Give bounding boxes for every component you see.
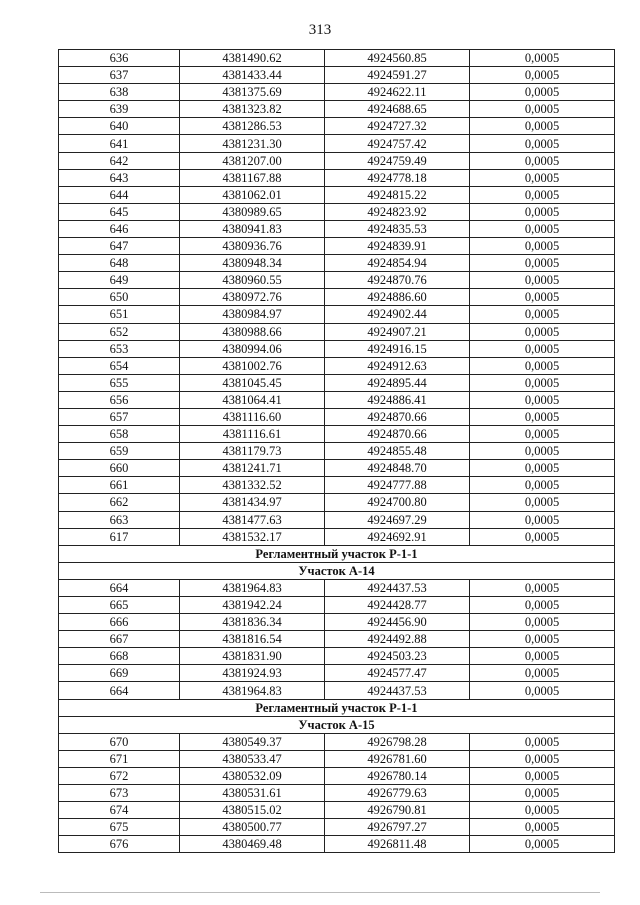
- y-coordinate-cell: 4926780.14: [325, 767, 470, 784]
- table-row: [59, 750, 615, 767]
- y-coordinate-cell: 4926779.63: [325, 785, 470, 802]
- y-coordinate-cell: 4924835.53: [325, 220, 470, 237]
- accuracy-cell: 0,0005: [470, 272, 615, 289]
- y-coordinate-cell: 4926790.81: [325, 802, 470, 819]
- y-coordinate-cell: 4924622.11: [325, 84, 470, 101]
- table-row: [59, 238, 615, 255]
- point-number-cell: 655: [59, 374, 180, 391]
- accuracy-cell: 0,0005: [470, 460, 615, 477]
- y-coordinate-cell: 4924886.60: [325, 289, 470, 306]
- accuracy-cell: 0,0005: [470, 340, 615, 357]
- y-coordinate-cell: 4924815.22: [325, 186, 470, 203]
- table-row: [59, 648, 615, 665]
- subsection-heading: Участок А-15: [59, 716, 615, 733]
- y-coordinate-cell: 4924697.29: [325, 511, 470, 528]
- y-coordinate-cell: 4924854.94: [325, 255, 470, 272]
- table-row: [59, 665, 615, 682]
- point-number-cell: 665: [59, 597, 180, 614]
- point-number-cell: 639: [59, 101, 180, 118]
- x-coordinate-cell: 4381064.41: [180, 391, 325, 408]
- x-coordinate-cell: 4380960.55: [180, 272, 325, 289]
- accuracy-cell: 0,0005: [470, 391, 615, 408]
- table-row: [59, 579, 615, 596]
- y-coordinate-cell: 4924902.44: [325, 306, 470, 323]
- accuracy-cell: 0,0005: [470, 238, 615, 255]
- table-row: [59, 631, 615, 648]
- accuracy-cell: 0,0005: [470, 597, 615, 614]
- y-coordinate-cell: 4924492.88: [325, 631, 470, 648]
- x-coordinate-cell: 4380984.97: [180, 306, 325, 323]
- table-row: [59, 84, 615, 101]
- table-row: [59, 220, 615, 237]
- x-coordinate-cell: 4381241.71: [180, 460, 325, 477]
- table-row: [59, 477, 615, 494]
- y-coordinate-cell: 4924591.27: [325, 67, 470, 84]
- table-row: [59, 203, 615, 220]
- table-row: [59, 169, 615, 186]
- x-coordinate-cell: 4381434.97: [180, 494, 325, 511]
- table-row: [59, 511, 615, 528]
- point-number-cell: 652: [59, 323, 180, 340]
- x-coordinate-cell: 4381532.17: [180, 528, 325, 545]
- point-number-cell: 658: [59, 426, 180, 443]
- x-coordinate-cell: 4381375.69: [180, 84, 325, 101]
- accuracy-cell: 0,0005: [470, 50, 615, 67]
- accuracy-cell: 0,0005: [470, 579, 615, 596]
- point-number-cell: 642: [59, 152, 180, 169]
- x-coordinate-cell: 4381002.76: [180, 357, 325, 374]
- point-number-cell: 674: [59, 802, 180, 819]
- accuracy-cell: 0,0005: [470, 220, 615, 237]
- table-row: [59, 306, 615, 323]
- y-coordinate-cell: 4924777.88: [325, 477, 470, 494]
- point-number-cell: 669: [59, 665, 180, 682]
- table-row: [59, 135, 615, 152]
- x-coordinate-cell: 4380941.83: [180, 220, 325, 237]
- x-coordinate-cell: 4381964.83: [180, 682, 325, 699]
- table-row: [59, 597, 615, 614]
- point-number-cell: 661: [59, 477, 180, 494]
- x-coordinate-cell: 4380515.02: [180, 802, 325, 819]
- point-number-cell: 646: [59, 220, 180, 237]
- x-coordinate-cell: 4381831.90: [180, 648, 325, 665]
- coordinates-table-body: [59, 50, 615, 853]
- x-coordinate-cell: 4381836.34: [180, 614, 325, 631]
- table-row: [59, 50, 615, 67]
- table-row: [59, 460, 615, 477]
- accuracy-cell: 0,0005: [470, 665, 615, 682]
- accuracy-cell: 0,0005: [470, 203, 615, 220]
- x-coordinate-cell: 4381045.45: [180, 374, 325, 391]
- table-row: [59, 340, 615, 357]
- accuracy-cell: 0,0005: [470, 255, 615, 272]
- y-coordinate-cell: 4926811.48: [325, 836, 470, 853]
- y-coordinate-cell: 4924839.91: [325, 238, 470, 255]
- x-coordinate-cell: 4381477.63: [180, 511, 325, 528]
- x-coordinate-cell: 4381332.52: [180, 477, 325, 494]
- table-row: [59, 819, 615, 836]
- table-row: [59, 836, 615, 853]
- table-row: [59, 186, 615, 203]
- accuracy-cell: 0,0005: [470, 682, 615, 699]
- point-number-cell: 649: [59, 272, 180, 289]
- x-coordinate-cell: 4381207.00: [180, 152, 325, 169]
- x-coordinate-cell: 4381116.60: [180, 408, 325, 425]
- accuracy-cell: 0,0005: [470, 494, 615, 511]
- table-row: [59, 426, 615, 443]
- x-coordinate-cell: 4380988.66: [180, 323, 325, 340]
- y-coordinate-cell: 4924560.85: [325, 50, 470, 67]
- accuracy-cell: 0,0005: [470, 443, 615, 460]
- y-coordinate-cell: 4924688.65: [325, 101, 470, 118]
- x-coordinate-cell: 4381231.30: [180, 135, 325, 152]
- accuracy-cell: 0,0005: [470, 152, 615, 169]
- x-coordinate-cell: 4380948.34: [180, 255, 325, 272]
- accuracy-cell: 0,0005: [470, 357, 615, 374]
- table-row: [59, 67, 615, 84]
- y-coordinate-cell: 4924916.15: [325, 340, 470, 357]
- y-coordinate-cell: 4924870.66: [325, 408, 470, 425]
- accuracy-cell: 0,0005: [470, 477, 615, 494]
- table-row: [59, 682, 615, 699]
- accuracy-cell: 0,0005: [470, 733, 615, 750]
- accuracy-cell: 0,0005: [470, 648, 615, 665]
- table-row: [59, 443, 615, 460]
- y-coordinate-cell: 4924907.21: [325, 323, 470, 340]
- point-number-cell: 653: [59, 340, 180, 357]
- accuracy-cell: 0,0005: [470, 408, 615, 425]
- table-row: [59, 528, 615, 545]
- y-coordinate-cell: 4924870.76: [325, 272, 470, 289]
- point-number-cell: 662: [59, 494, 180, 511]
- point-number-cell: 664: [59, 682, 180, 699]
- x-coordinate-cell: 4381167.88: [180, 169, 325, 186]
- accuracy-cell: 0,0005: [470, 186, 615, 203]
- accuracy-cell: 0,0005: [470, 169, 615, 186]
- subsection-heading: Участок А-14: [59, 562, 615, 579]
- x-coordinate-cell: 4380531.61: [180, 785, 325, 802]
- y-coordinate-cell: 4926781.60: [325, 750, 470, 767]
- x-coordinate-cell: 4381116.61: [180, 426, 325, 443]
- point-number-cell: 617: [59, 528, 180, 545]
- y-coordinate-cell: 4924855.48: [325, 443, 470, 460]
- y-coordinate-cell: 4926798.28: [325, 733, 470, 750]
- point-number-cell: 666: [59, 614, 180, 631]
- bottom-divider: [40, 892, 600, 893]
- section-heading: Регламентный участок Р-1-1: [59, 545, 615, 562]
- subsection-heading-row: [59, 562, 615, 579]
- x-coordinate-cell: 4381816.54: [180, 631, 325, 648]
- x-coordinate-cell: 4380936.76: [180, 238, 325, 255]
- y-coordinate-cell: 4924700.80: [325, 494, 470, 511]
- accuracy-cell: 0,0005: [470, 511, 615, 528]
- x-coordinate-cell: 4380500.77: [180, 819, 325, 836]
- table-row: [59, 374, 615, 391]
- x-coordinate-cell: 4381490.62: [180, 50, 325, 67]
- x-coordinate-cell: 4380532.09: [180, 767, 325, 784]
- accuracy-cell: 0,0005: [470, 767, 615, 784]
- accuracy-cell: 0,0005: [470, 289, 615, 306]
- y-coordinate-cell: 4924456.90: [325, 614, 470, 631]
- x-coordinate-cell: 4380972.76: [180, 289, 325, 306]
- accuracy-cell: 0,0005: [470, 631, 615, 648]
- accuracy-cell: 0,0005: [470, 750, 615, 767]
- accuracy-cell: 0,0005: [470, 819, 615, 836]
- table-row: [59, 152, 615, 169]
- x-coordinate-cell: 4381964.83: [180, 579, 325, 596]
- point-number-cell: 654: [59, 357, 180, 374]
- point-number-cell: 657: [59, 408, 180, 425]
- y-coordinate-cell: 4924437.53: [325, 579, 470, 596]
- accuracy-cell: 0,0005: [470, 374, 615, 391]
- point-number-cell: 647: [59, 238, 180, 255]
- x-coordinate-cell: 4381433.44: [180, 67, 325, 84]
- point-number-cell: 650: [59, 289, 180, 306]
- point-number-cell: 676: [59, 836, 180, 853]
- accuracy-cell: 0,0005: [470, 306, 615, 323]
- table-row: [59, 802, 615, 819]
- subsection-heading-row: [59, 716, 615, 733]
- accuracy-cell: 0,0005: [470, 101, 615, 118]
- x-coordinate-cell: 4381323.82: [180, 101, 325, 118]
- table-row: [59, 255, 615, 272]
- point-number-cell: 645: [59, 203, 180, 220]
- table-row: [59, 494, 615, 511]
- y-coordinate-cell: 4924727.32: [325, 118, 470, 135]
- point-number-cell: 643: [59, 169, 180, 186]
- accuracy-cell: 0,0005: [470, 323, 615, 340]
- section-heading-row: [59, 545, 615, 562]
- section-heading: Регламентный участок Р-1-1: [59, 699, 615, 716]
- table-row: [59, 101, 615, 118]
- x-coordinate-cell: 4381942.24: [180, 597, 325, 614]
- x-coordinate-cell: 4380533.47: [180, 750, 325, 767]
- accuracy-cell: 0,0005: [470, 135, 615, 152]
- y-coordinate-cell: 4924895.44: [325, 374, 470, 391]
- y-coordinate-cell: 4924437.53: [325, 682, 470, 699]
- table-row: [59, 272, 615, 289]
- point-number-cell: 663: [59, 511, 180, 528]
- table-row: [59, 614, 615, 631]
- y-coordinate-cell: 4924886.41: [325, 391, 470, 408]
- point-number-cell: 651: [59, 306, 180, 323]
- accuracy-cell: 0,0005: [470, 785, 615, 802]
- point-number-cell: 656: [59, 391, 180, 408]
- y-coordinate-cell: 4924757.42: [325, 135, 470, 152]
- y-coordinate-cell: 4924759.49: [325, 152, 470, 169]
- point-number-cell: 660: [59, 460, 180, 477]
- y-coordinate-cell: 4924503.23: [325, 648, 470, 665]
- y-coordinate-cell: 4924692.91: [325, 528, 470, 545]
- table-row: [59, 118, 615, 135]
- point-number-cell: 641: [59, 135, 180, 152]
- x-coordinate-cell: 4380989.65: [180, 203, 325, 220]
- point-number-cell: 640: [59, 118, 180, 135]
- accuracy-cell: 0,0005: [470, 528, 615, 545]
- point-number-cell: 673: [59, 785, 180, 802]
- point-number-cell: 644: [59, 186, 180, 203]
- page-number: 313: [308, 22, 332, 38]
- y-coordinate-cell: 4926797.27: [325, 819, 470, 836]
- point-number-cell: 667: [59, 631, 180, 648]
- point-number-cell: 648: [59, 255, 180, 272]
- table-row: [59, 408, 615, 425]
- y-coordinate-cell: 4924778.18: [325, 169, 470, 186]
- point-number-cell: 638: [59, 84, 180, 101]
- x-coordinate-cell: 4380549.37: [180, 733, 325, 750]
- table-row: [59, 733, 615, 750]
- point-number-cell: 672: [59, 767, 180, 784]
- table-row: [59, 289, 615, 306]
- x-coordinate-cell: 4381179.73: [180, 443, 325, 460]
- y-coordinate-cell: 4924912.63: [325, 357, 470, 374]
- point-number-cell: 664: [59, 579, 180, 596]
- y-coordinate-cell: 4924823.92: [325, 203, 470, 220]
- accuracy-cell: 0,0005: [470, 84, 615, 101]
- table-row: [59, 391, 615, 408]
- table-row: [59, 357, 615, 374]
- x-coordinate-cell: 4380994.06: [180, 340, 325, 357]
- table-row: [59, 767, 615, 784]
- x-coordinate-cell: 4380469.48: [180, 836, 325, 853]
- point-number-cell: 636: [59, 50, 180, 67]
- point-number-cell: 670: [59, 733, 180, 750]
- section-heading-row: [59, 699, 615, 716]
- x-coordinate-cell: 4381062.01: [180, 186, 325, 203]
- x-coordinate-cell: 4381924.93: [180, 665, 325, 682]
- point-number-cell: 637: [59, 67, 180, 84]
- table-row: [59, 785, 615, 802]
- point-number-cell: 671: [59, 750, 180, 767]
- coordinates-table: [58, 49, 615, 853]
- accuracy-cell: 0,0005: [470, 426, 615, 443]
- table-row: [59, 323, 615, 340]
- accuracy-cell: 0,0005: [470, 118, 615, 135]
- accuracy-cell: 0,0005: [470, 67, 615, 84]
- accuracy-cell: 0,0005: [470, 802, 615, 819]
- x-coordinate-cell: 4381286.53: [180, 118, 325, 135]
- point-number-cell: 675: [59, 819, 180, 836]
- y-coordinate-cell: 4924577.47: [325, 665, 470, 682]
- accuracy-cell: 0,0005: [470, 614, 615, 631]
- point-number-cell: 668: [59, 648, 180, 665]
- y-coordinate-cell: 4924848.70: [325, 460, 470, 477]
- y-coordinate-cell: 4924870.66: [325, 426, 470, 443]
- point-number-cell: 659: [59, 443, 180, 460]
- y-coordinate-cell: 4924428.77: [325, 597, 470, 614]
- accuracy-cell: 0,0005: [470, 836, 615, 853]
